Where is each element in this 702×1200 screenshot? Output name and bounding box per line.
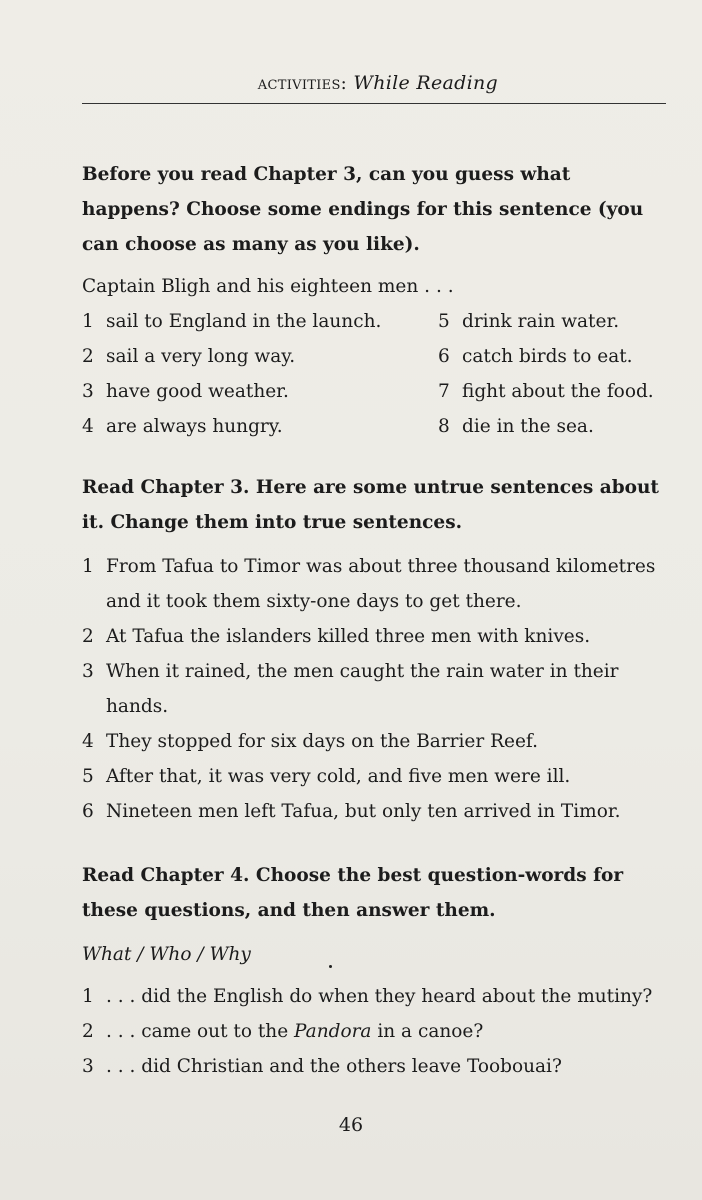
options-left-column — [82, 304, 432, 444]
section-2-instructions: Read Chapter 3. Here are some untrue sentences about it. Change them into true sentences. — [82, 477, 659, 533]
list-item: 6 Nineteen men left Tafua, but only ten arrived in Timor. — [82, 801, 621, 822]
option-item: 6 catch birds to eat. — [438, 346, 633, 367]
running-header — [82, 72, 666, 94]
header-prefix: activities: — [257, 73, 348, 94]
option-item: 7 fight about the food. — [438, 381, 654, 402]
section-3-words-block — [82, 937, 672, 972]
option-item: 4 are always hungry. — [82, 416, 283, 437]
list-item: 2 . . . came out to the Pandora in a canoe? — [82, 1021, 484, 1042]
list-item: 4 They stopped for six days on the Barrier Reef. — [82, 731, 538, 752]
section-3-instructions: Read Chapter 4. Choose the best question-words for these questions, and then answer them. — [82, 865, 624, 921]
option-item: 8 die in the sea. — [438, 416, 594, 437]
list-item: 1 . . . did the English do when they heard about the mutiny? — [82, 986, 653, 1007]
page-number: 46 — [338, 1114, 364, 1136]
option-item: 2 sail a very long way. — [82, 346, 296, 367]
header-title: While Reading — [353, 72, 498, 94]
list-item: 5 After that, it was very cold, and five men were ill. — [82, 766, 571, 787]
section-2 — [82, 470, 672, 540]
question-words: What / Who / Why — [82, 944, 251, 965]
section-3 — [82, 858, 672, 928]
list-item: 2 At Tafua the islanders killed three men with knives. — [82, 626, 591, 647]
option-item: 3 have good weather. — [82, 381, 289, 402]
header-rule — [82, 103, 666, 104]
ink-speck — [329, 965, 332, 968]
option-item: 1 sail to England in the launch. — [82, 311, 382, 332]
section-1-instructions: Before you read Chapter 3, can you guess what happens? Choose some endings for this sentence (you can choose as many as you like). — [82, 164, 644, 255]
section-1-options — [82, 304, 672, 444]
section-2-list — [82, 549, 672, 829]
option-item: 5 drink rain water. — [438, 311, 620, 332]
section-1-stem-block — [82, 269, 672, 304]
list-item: 3 When it rained, the men caught the rain water in their hands. — [82, 661, 619, 717]
section-1-stem: Captain Bligh and his eighteen men . . . — [82, 276, 454, 297]
section-3-list — [82, 979, 672, 1084]
section-1 — [82, 157, 672, 262]
list-item: 3 . . . did Christian and the others leave Toobouai? — [82, 1056, 562, 1077]
options-right-column — [438, 304, 678, 444]
list-item: 1 From Tafua to Timor was about three thousand kilometres and it took them sixty-one days to get there. — [82, 556, 656, 612]
